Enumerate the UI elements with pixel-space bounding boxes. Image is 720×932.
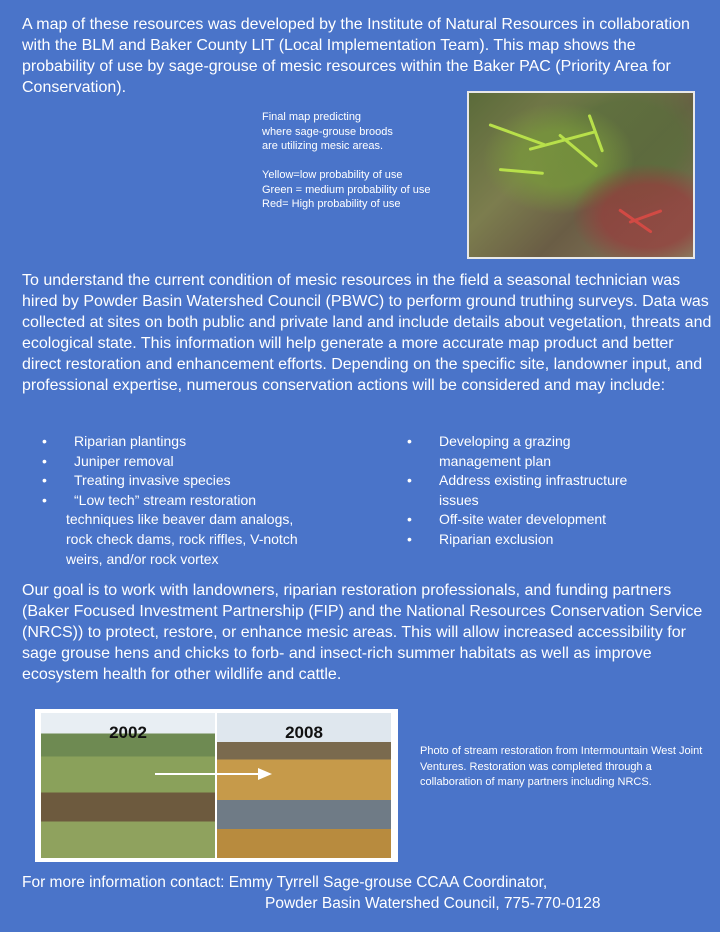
map-caption-line: where sage-grouse broods	[262, 125, 393, 138]
stream-restoration-photo	[35, 709, 398, 862]
list-item-continuation: rock check dams, rock riffles, V-notch	[66, 530, 298, 547]
photo-before	[41, 713, 215, 858]
conservation-actions-right	[407, 432, 677, 550]
arrow-icon	[155, 773, 259, 775]
list-item: • Developing a grazing management plan	[407, 433, 571, 469]
map-caption-line: are utilizing mesic areas.	[262, 140, 384, 152]
list-item-continuation: weirs, and/or rock vortex	[66, 550, 219, 567]
contact-info	[22, 872, 712, 914]
map-caption	[262, 110, 467, 212]
probability-map-image	[467, 91, 695, 259]
contact-line-2: Powder Basin Watershed Council, 775-770-0128	[265, 895, 601, 912]
photo-after	[217, 713, 391, 858]
list-item: • “Low tech” stream restoration techniques like beaver dam analogs, rock check dams, rock riffles, V-notch weirs, and/or rock vortex	[42, 491, 342, 569]
list-item: • Riparian exclusion	[407, 530, 554, 547]
year-label-after: 2008	[285, 723, 323, 742]
list-item: • Riparian plantings	[42, 433, 187, 449]
map-legend-green: Green = medium probability of use	[262, 183, 431, 196]
list-item: • Juniper removal	[42, 452, 174, 469]
list-item: • Off-site water development	[407, 511, 607, 528]
year-label-before: 2002	[109, 723, 147, 742]
list-item-continuation: techniques like beaver dam analogs,	[66, 511, 294, 528]
goal-paragraph: Our goal is to work with landowners, riparian restoration professionals, and funding partners (Baker Focused Investment Partnership (FIP) and the National Resources Conservation Service (NRCS)) to protect, restore, or enhance mesic areas. This will allow increased accessibility for sage grouse hens and chicks to forb- and insect-rich summer habitats as well as improve ecosystem health for other wildlife and cattle.	[22, 582, 703, 683]
conservation-actions-left	[42, 432, 342, 569]
map-caption-line: Final map predicting	[262, 111, 362, 123]
list-item: • Address existing infrastructure issues	[407, 472, 628, 508]
map-legend-yellow: Yellow=low probability of use	[262, 169, 403, 181]
map-legend-red: Red= High probability of use	[262, 198, 401, 210]
survey-paragraph: To understand the current condition of mesic resources in the field a seasonal technician was hired by Powder Basin Watershed Council (PBWC) to perform ground truthing surveys. Data was collected at sites on both public and private land and include details about vegetation, threats and ecological state. This information will help generate a more accurate map product and better direct restoration and enhancement efforts. Depending on the specific site, landowner input, and professional expertise, numerous conservation actions will be considered and may include:	[22, 272, 712, 394]
photo-caption: Photo of stream restoration from Intermountain West Joint Ventures. Restoration was completed through a collaboration of many partners including NRCS.	[420, 745, 703, 788]
arrow-head-icon	[258, 768, 272, 780]
contact-line-1: For more information contact: Emmy Tyrrell Sage-grouse CCAA Coordinator,	[22, 874, 548, 891]
list-item: • Treating invasive species	[42, 472, 231, 489]
intro-paragraph: A map of these resources was developed by the Institute of Natural Resources in collaboration with the BLM and Baker County LIT (Local Implementation Team). This map shows the probability of use by sage-grouse of mesic resources within the Baker PAC (Priority Area for Conservation).	[22, 16, 690, 96]
